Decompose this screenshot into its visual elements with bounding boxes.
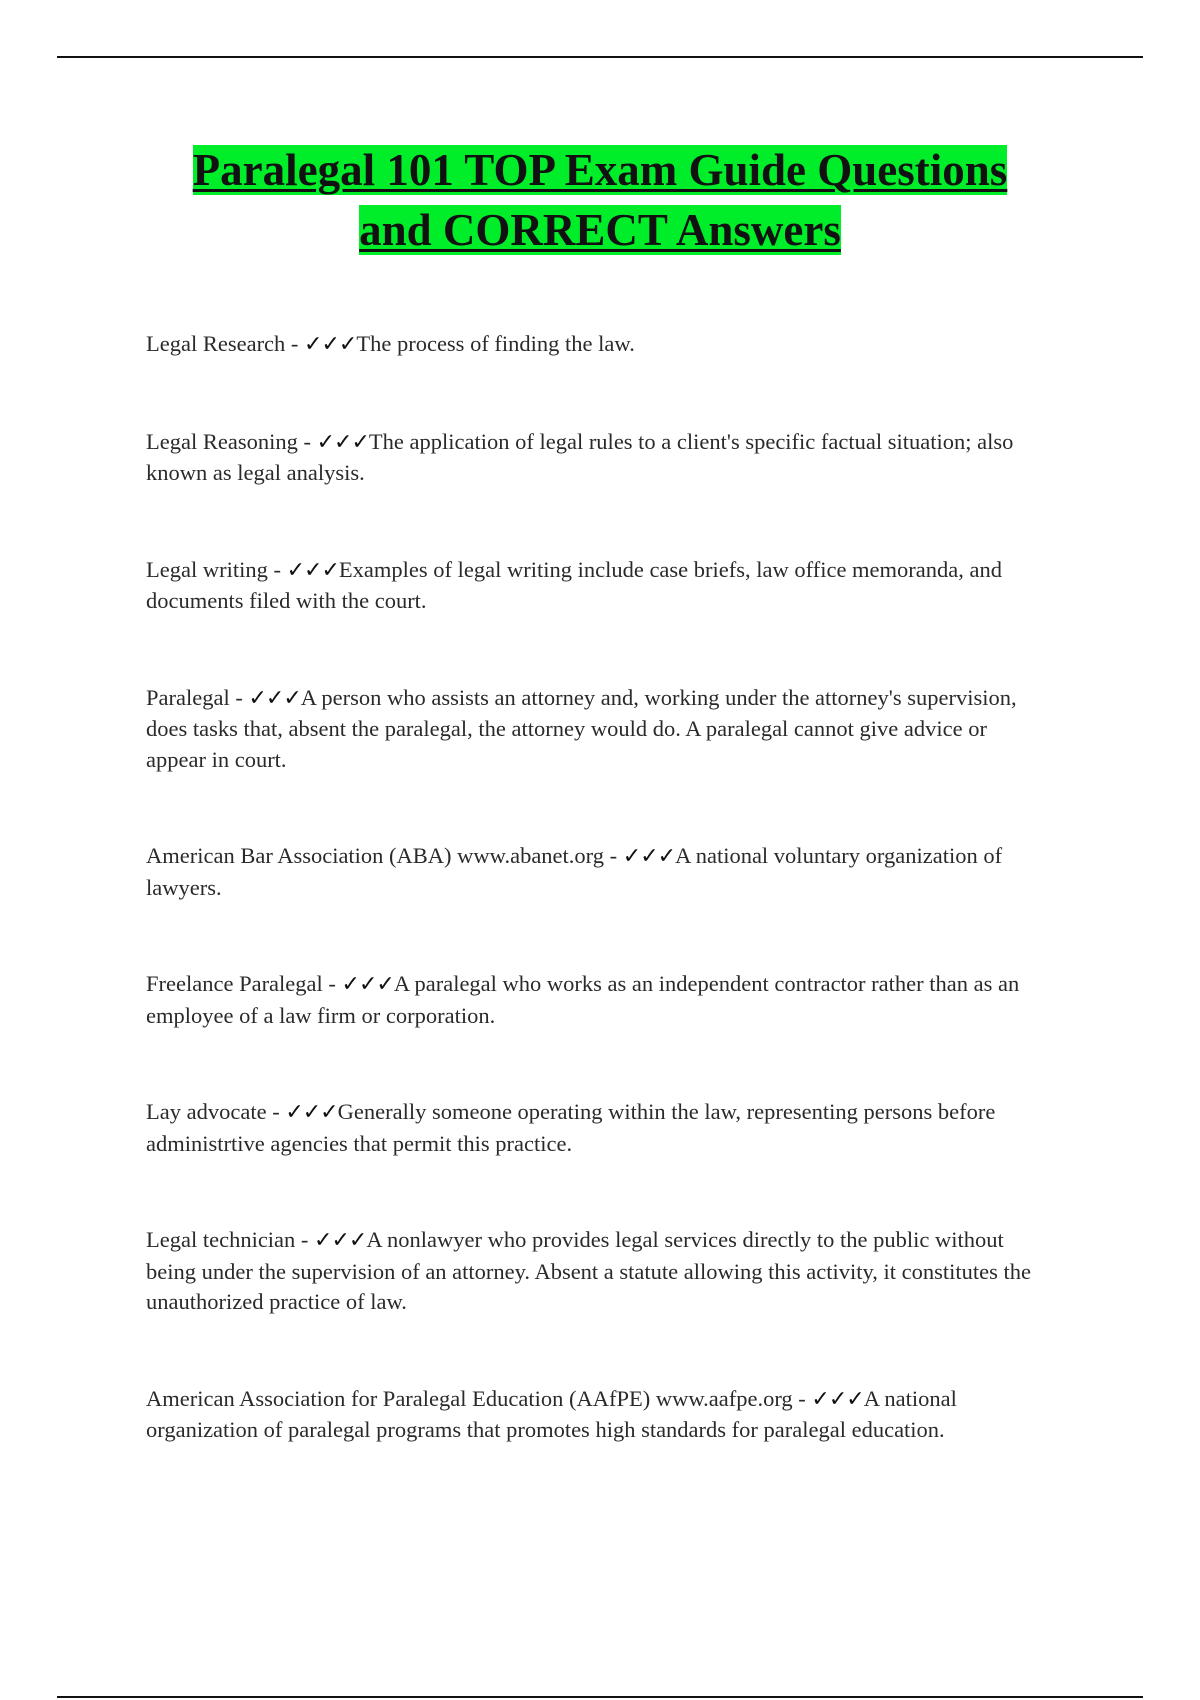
check-marks-icon: ✓✓✓ <box>304 332 357 357</box>
check-marks-icon: ✓✓✓ <box>622 844 676 869</box>
entry-paralegal <box>146 683 1051 776</box>
entry-separator: - <box>266 1099 286 1124</box>
entry-definition: A national organization of paralegal programs that promotes high standards for paralegal education. <box>146 1385 957 1442</box>
entry-separator: - <box>267 556 287 582</box>
entry-separator: - <box>322 971 342 996</box>
check-marks-icon: ✓✓✓ <box>286 557 339 583</box>
check-marks-icon: ✓✓✓ <box>314 1228 367 1253</box>
entry-term: Legal Reasoning <box>146 428 298 454</box>
check-marks-icon: ✓✓✓ <box>811 1386 864 1412</box>
entry-legal-research <box>146 329 1051 361</box>
entry-definition: Generally someone operating within the law, representing persons before administrtive agencies that permit this practice. <box>146 1099 996 1156</box>
check-marks-icon: ✓✓✓ <box>341 972 394 997</box>
entry-term: Lay advocate <box>146 1099 267 1124</box>
entry-aafpe <box>146 1384 1051 1446</box>
entry-legal-reasoning <box>146 427 1051 489</box>
check-marks-icon: ✓✓✓ <box>248 685 301 711</box>
entry-freelance-paralegal <box>146 969 1051 1031</box>
entry-definition: The application of legal rules to a client's specific factual situation; also known as legal analysis. <box>146 428 1014 485</box>
entry-separator: - <box>297 428 317 454</box>
entry-separator: - <box>285 331 305 356</box>
entry-term: Legal writing <box>146 556 268 582</box>
title-line-2: and CORRECT Answers <box>359 205 841 255</box>
entry-legal-writing <box>146 555 1051 617</box>
check-marks-icon: ✓✓✓ <box>285 1100 338 1125</box>
entry-separator: - <box>295 1227 315 1252</box>
entry-term: American Bar Association (ABA) www.abanet.org <box>146 843 605 868</box>
document-title <box>100 140 1100 260</box>
entry-list <box>146 329 1051 1446</box>
footer-rule <box>57 1696 1143 1698</box>
entry-lay-advocate <box>146 1097 1051 1159</box>
entry-term: Freelance Paralegal <box>146 971 323 996</box>
entry-definition: A nonlawyer who provides legal services directly to the public without being under the supervision of an attorney. Absent a statute allowing this activity, it constitutes the unauthorized practice of law. <box>146 1227 1032 1314</box>
entry-separator: - <box>792 1385 812 1411</box>
entry-separator: - <box>229 684 249 710</box>
entry-definition: Examples of legal writing include case briefs, law office memoranda, and documents filed with the court. <box>146 556 1002 613</box>
entry-definition: A national voluntary organization of lawyers. <box>146 843 1003 900</box>
entry-term: Legal technician <box>146 1227 296 1252</box>
entry-aba <box>146 841 1051 903</box>
entry-definition: The process of finding the law. <box>356 331 635 356</box>
entry-definition: A paralegal who works as an independent contractor rather than as an employee of a law firm or corporation. <box>146 971 1020 1028</box>
header-rule <box>57 56 1143 58</box>
check-marks-icon: ✓✓✓ <box>316 429 369 455</box>
entry-legal-technician <box>146 1225 1051 1318</box>
title-line-1: Paralegal 101 TOP Exam Guide Questions <box>192 145 1008 195</box>
entry-term: American Association for Paralegal Education (AAfPE) www.aafpe.org <box>146 1385 793 1411</box>
entry-separator: - <box>604 843 623 868</box>
entry-term: Paralegal <box>146 684 230 710</box>
entry-term: Legal Research <box>146 331 286 356</box>
entry-definition: A person who assists an attorney and, working under the attorney's supervision, does tasks that, absent the paralegal, the attorney would do. A paralegal cannot give advice or appear in court. <box>146 684 1017 772</box>
